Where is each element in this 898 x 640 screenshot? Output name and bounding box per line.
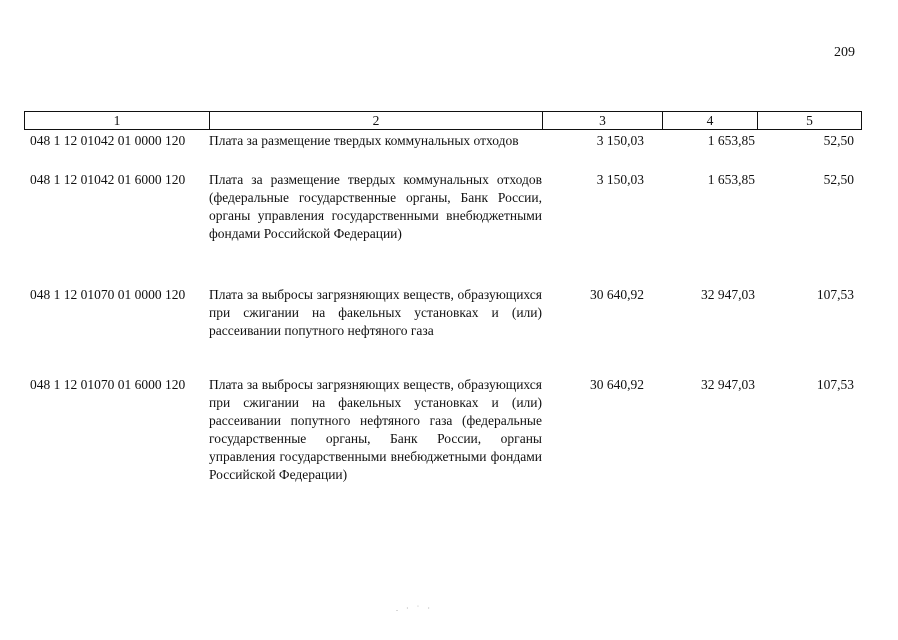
- row-value-col3: 30 640,92: [590, 377, 644, 392]
- row-value-col4: 1 653,85: [707, 172, 755, 187]
- row-value-col4: 1 653,85: [707, 133, 755, 148]
- row-description: Плата за размещение твердых коммунальных отходов (федеральные государственные органы, Банк России, органы управления государственными внебюджетными фондами Российской Федерации): [209, 172, 542, 241]
- table-header-row: [24, 111, 862, 130]
- row-code: 048 1 12 01042 01 0000 120: [30, 133, 186, 148]
- page-number: 209: [834, 45, 855, 60]
- row-value-col5: 107,53: [816, 287, 854, 302]
- row-value-col3: 3 150,03: [596, 133, 644, 148]
- header-col-4: 4: [662, 112, 757, 129]
- header-col-5: 5: [757, 112, 862, 129]
- row-code: 048 1 12 01070 01 0000 120: [30, 287, 186, 302]
- row-value-col5: 52,50: [823, 133, 854, 148]
- header-col-1: 1: [24, 112, 209, 129]
- row-description: Плата за выбросы загрязняющих веществ, образующихся при сжигании на факельных установках и (или) рассеивании попутного нефтяного газа (федеральные государственные органы, Банк России, органы управления государственными внебюджетными фондами Российской Федерации): [209, 377, 542, 482]
- row-value-col4: 32 947,03: [701, 287, 755, 302]
- row-value-col3: 30 640,92: [590, 287, 644, 302]
- row-description: Плата за выбросы загрязняющих веществ, образующихся при сжигании на факельных установках и (или) рассеивании попутного нефтяного газа: [209, 287, 542, 338]
- row-value-col3: 3 150,03: [596, 172, 644, 187]
- scan-specks: . · ˙ ·: [396, 604, 433, 613]
- row-value-col5: 52,50: [823, 172, 854, 187]
- row-code: 048 1 12 01070 01 6000 120: [30, 377, 186, 392]
- header-col-3: 3: [542, 112, 662, 129]
- row-value-col4: 32 947,03: [701, 377, 755, 392]
- row-description: Плата за размещение твердых коммунальных отходов: [209, 133, 519, 148]
- row-code: 048 1 12 01042 01 6000 120: [30, 172, 186, 187]
- header-col-2: 2: [209, 112, 542, 129]
- row-value-col5: 107,53: [816, 377, 854, 392]
